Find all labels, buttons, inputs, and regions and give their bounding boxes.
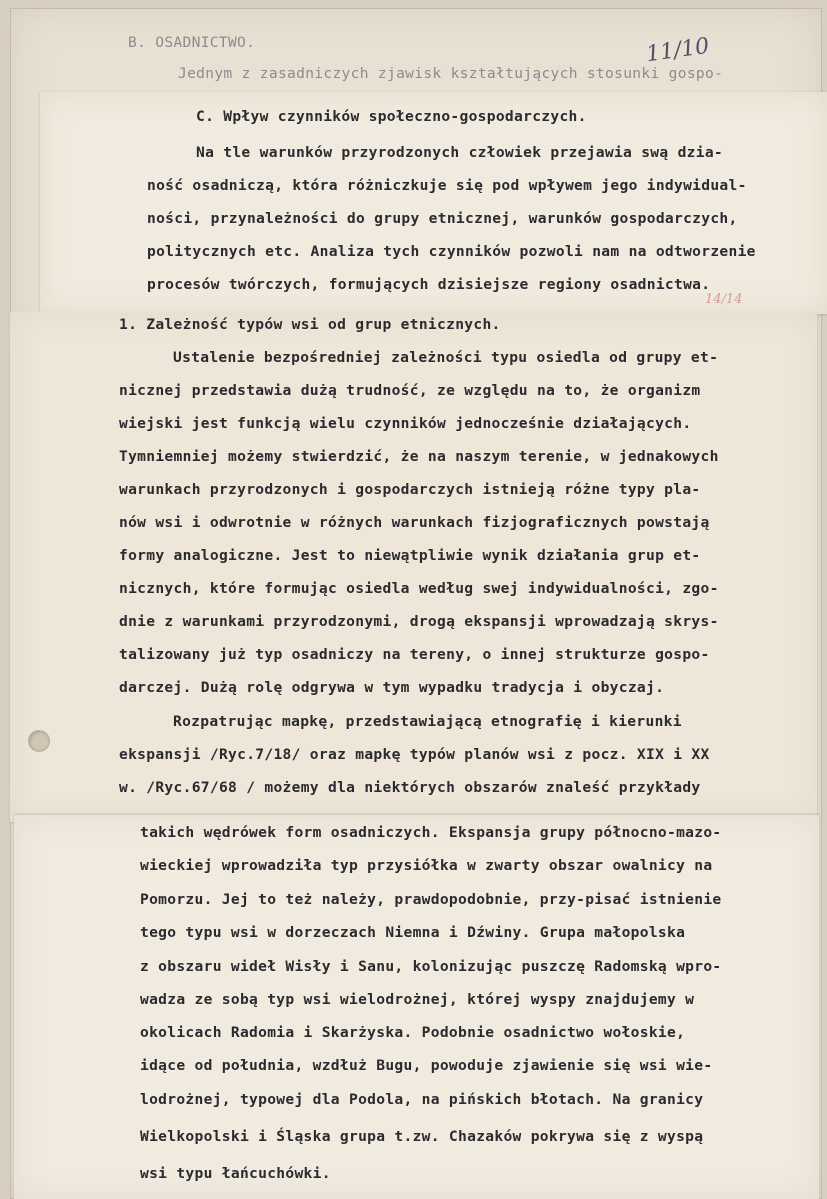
section-1-line: ekspansji /Ryc.7/18/ oraz mapkę typów planów wsi z pocz. XIX i XX [119,746,710,763]
continuation-line: wsi typu łańcuchówki. [140,1165,331,1182]
section-1-line: nicznej przedstawia dużą trudność, ze względu na to, że organizm [119,382,701,399]
section-c-heading: C. Wpływ czynników społeczno-gospodarczych. [196,108,587,125]
punch-hole [28,730,50,752]
back-heading: B. OSADNICTWO. [128,34,256,51]
continuation-line: z obszaru wideł Wisły i Sanu, kolonizując puszczę Radomską wpro- [140,958,722,975]
continuation-line: wieckiej wprowadziła typ przysiółka w zwarty obszar owalnicy na [140,857,713,874]
section-1-line: darczej. Dużą rolę odgrywa w tym wypadku tradycja i obyczaj. [119,679,665,696]
section-1-line: Ustalenie bezpośredniej zależności typu osiedla od grupy et- [173,349,719,366]
section-c-line: ność osadniczą, która różniczkuje się pod wpływem jego indywidual- [147,177,747,194]
section-1-line: w. /Ryc.67/68 / możemy dla niektórych obszarów znaleść przykłady [119,779,701,796]
continuation-line: tego typu wsi w dorzeczach Niemna i Dźwiny. Grupa małopolska [140,924,686,941]
section-1-line: Tymniemniej możemy stwierdzić, że na naszym terenie, w jednakowych [119,448,719,465]
section-c-line: procesów twórczych, formujących dzisiejsze regiony osadnictwa. [147,276,711,293]
section-1-line: formy analogiczne. Jest to niewątpliwie wynik działania grup et- [119,547,701,564]
section-1-heading: 1. Zależność typów wsi od grup etnicznych. [119,316,501,333]
section-1-line: warunkach przyrodzonych i gospodarczych istnieją różne typy pla- [119,481,701,498]
continuation-line: Wielkopolski i Śląska grupa t.zw. Chazaków pokrywa się z wyspą [140,1128,704,1145]
section-1-line: dnie z warunkami przyrodzonymi, drogą ekspansji wprowadzają skrys- [119,613,719,630]
page-mark-annotation: 14/14 [705,292,743,307]
continuation-line: lodrożnej, typowej dla Podola, na pińskich błotach. Na granicy [140,1091,704,1108]
section-c-line: ności, przynależności do grupy etnicznej, warunków gospodarczych, [147,210,738,227]
section-c-line: politycznych etc. Analiza tych czynników pozwoli nam na odtworzenie [147,243,756,260]
continuation-line: takich wędrówek form osadniczych. Ekspansja grupy północno-mazo- [140,824,722,841]
section-1-line: nicznych, które formując osiedla według swej indywidualności, zgo- [119,580,719,597]
section-c-line: Na tle warunków przyrodzonych człowiek przejawia swą dzia- [196,144,723,161]
section-1-line: Rozpatrując mapkę, przedstawiającą etnografię i kierunki [173,713,682,730]
section-1-line: talizowany już typ osadniczy na tereny, o innej strukturze gospo- [119,646,710,663]
continuation-line: wadza ze sobą typ wsi wielodrożnej, której wyspy znajdujemy w [140,991,695,1008]
continuation-line: okolicach Radomia i Skarżyska. Podobnie osadnictwo wołoskie, [140,1024,686,1041]
continuation-line: idące od południa, wzdłuż Bugu, powoduje zjawienie się wsi wie- [140,1057,713,1074]
page-number-annotation: 11/10 [644,33,711,68]
continuation-line: Pomorzu. Jej to też należy, prawdopodobnie, przy-pisać istnienie [140,891,722,908]
section-1-line: nów wsi i odwrotnie w różnych warunkach fizjograficznych powstają [119,514,710,531]
section-1-line: wiejski jest funkcją wielu czynników jednocześnie działających. [119,415,692,432]
back-line: Jednym z zasadniczych zjawisk kształtujących stosunki gospo- [178,65,724,82]
